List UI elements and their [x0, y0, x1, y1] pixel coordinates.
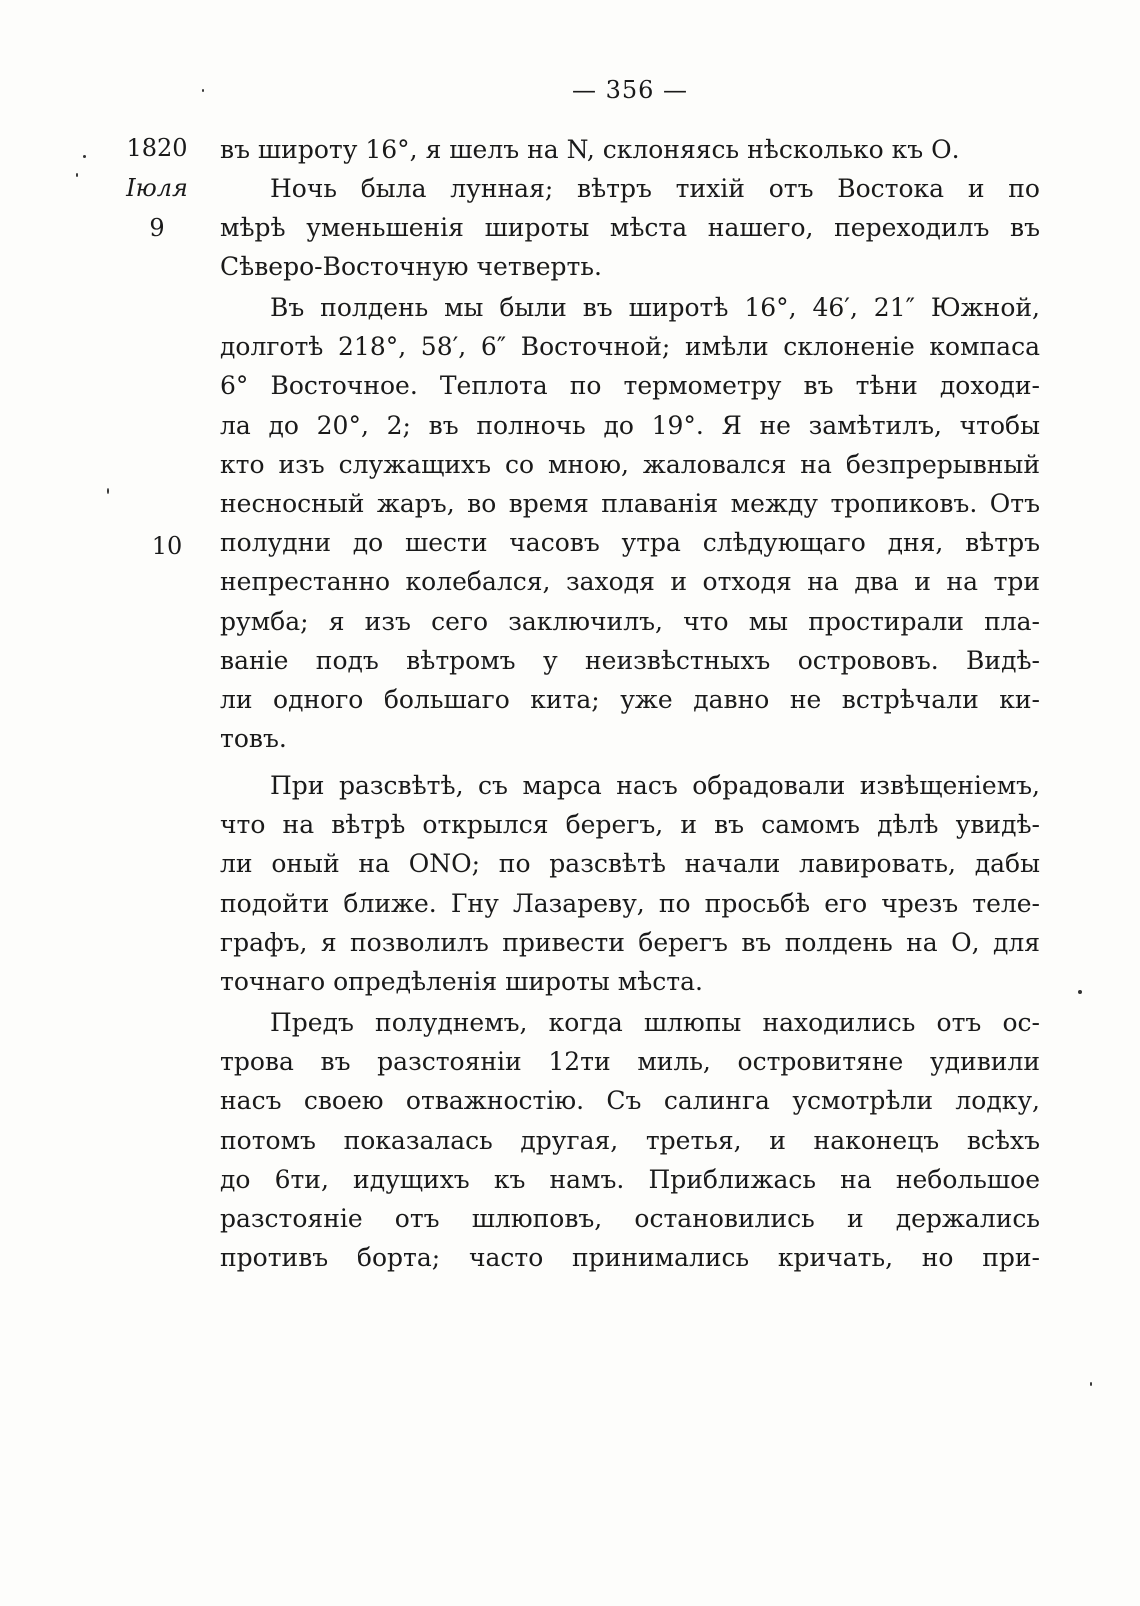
scan-speck — [1078, 990, 1082, 994]
text-line: ла до 20°, 2; въ полночь до 19°. Я не замѣтилъ, чтобы — [220, 410, 1040, 440]
paragraph-5 — [220, 1003, 1040, 1277]
text-line: что на вѣтрѣ открылся берегъ, и въ самомъ дѣлѣ увидѣ- — [220, 810, 1040, 840]
margin-day-9: 9 — [149, 214, 165, 242]
text-line: потомъ показалась другая, третья, и наконецъ всѣхъ — [220, 1125, 1040, 1155]
text-line: Ночь была лунная; вѣтръ тихій отъ Востока и по — [270, 174, 1040, 203]
text-line: подойти ближе. Гну Лазареву, по просьбѣ его чрезъ теле- — [220, 888, 1040, 918]
text-line: графъ, я позволилъ привести берегъ въ полдень на О, для — [220, 927, 1040, 957]
text-line: долготѣ 218°, 58′, 6″ Восточной; имѣли склоненіе компаса — [220, 332, 1040, 362]
paragraph-1 — [220, 130, 1040, 169]
text-line: ваніе подъ вѣтромъ у неизвѣстныхъ острововъ. Видѣ- — [220, 645, 1040, 675]
text-line: При разсвѣтѣ, съ марса насъ обрадовали извѣщеніемъ, — [270, 771, 1040, 800]
text-line: Предъ полуднемъ, когда шлюпы находились отъ ос- — [270, 1008, 1040, 1037]
text-line: противъ борта; часто принимались кричать, но при- — [220, 1243, 1040, 1273]
page-number: — 356 — — [571, 76, 689, 104]
text-line: полудни до шести часовъ утра слѣдующаго дня, вѣтръ — [220, 528, 1040, 558]
margin-year: 1820 — [126, 134, 188, 162]
scan-speck — [76, 173, 78, 177]
text-line: несносный жаръ, во время плаванія между тропиковъ. Отъ — [220, 488, 1040, 518]
scan-speck — [107, 488, 109, 494]
paragraph-3 — [220, 288, 1040, 758]
text-line: кто изъ служащихъ со мною, жаловался на безпрерывный — [220, 449, 1040, 479]
text-line: разстояніе отъ шлюповъ, остановились и держались — [220, 1203, 1040, 1233]
text-line: 6° Восточное. Теплота по термометру въ тѣни доходи- — [220, 371, 1040, 401]
text-line: ли одного большаго кита; уже давно не встрѣчали ки- — [220, 684, 1040, 714]
text-line: точнаго опредѣленія широты мѣста. — [220, 966, 703, 996]
text-line: мѣрѣ уменьшенія широты мѣста нашего, переходилъ въ — [220, 213, 1040, 243]
text-line: насъ своею отважностію. Съ салинга усмотрѣли лодку, — [220, 1086, 1040, 1116]
scan-speck — [1090, 1382, 1092, 1386]
text-line: въ широту 16°, я шелъ на N, склоняясь нѣсколько къ О. — [220, 135, 960, 164]
text-line: Въ полдень мы были въ широтѣ 16°, 46′, 21″ Южной, — [270, 293, 1040, 322]
text-line: ли оный на ONO; по разсвѣтѣ начали лавировать, дабы — [220, 849, 1040, 879]
text-line: до 6ти, идущихъ къ намъ. Приближась на небольшое — [220, 1164, 1040, 1194]
text-line: непрестанно колебался, заходя и отходя на два и на три — [220, 567, 1040, 597]
margin-month: Іюля — [126, 174, 188, 202]
text-line: Сѣверо-Восточную четверть. — [220, 252, 602, 282]
paragraph-4 — [220, 766, 1040, 1001]
paragraph-2 — [220, 169, 1040, 287]
margin-day-10: 10 — [151, 532, 183, 560]
text-line: румба; я изъ сего заключилъ, что мы простирали пла- — [220, 606, 1040, 636]
scan-speck — [202, 89, 204, 92]
text-line: товъ. — [220, 724, 287, 754]
text-line: трова въ разстояніи 12ти миль, островитяне удивили — [220, 1047, 1040, 1077]
scan-speck — [83, 155, 86, 158]
